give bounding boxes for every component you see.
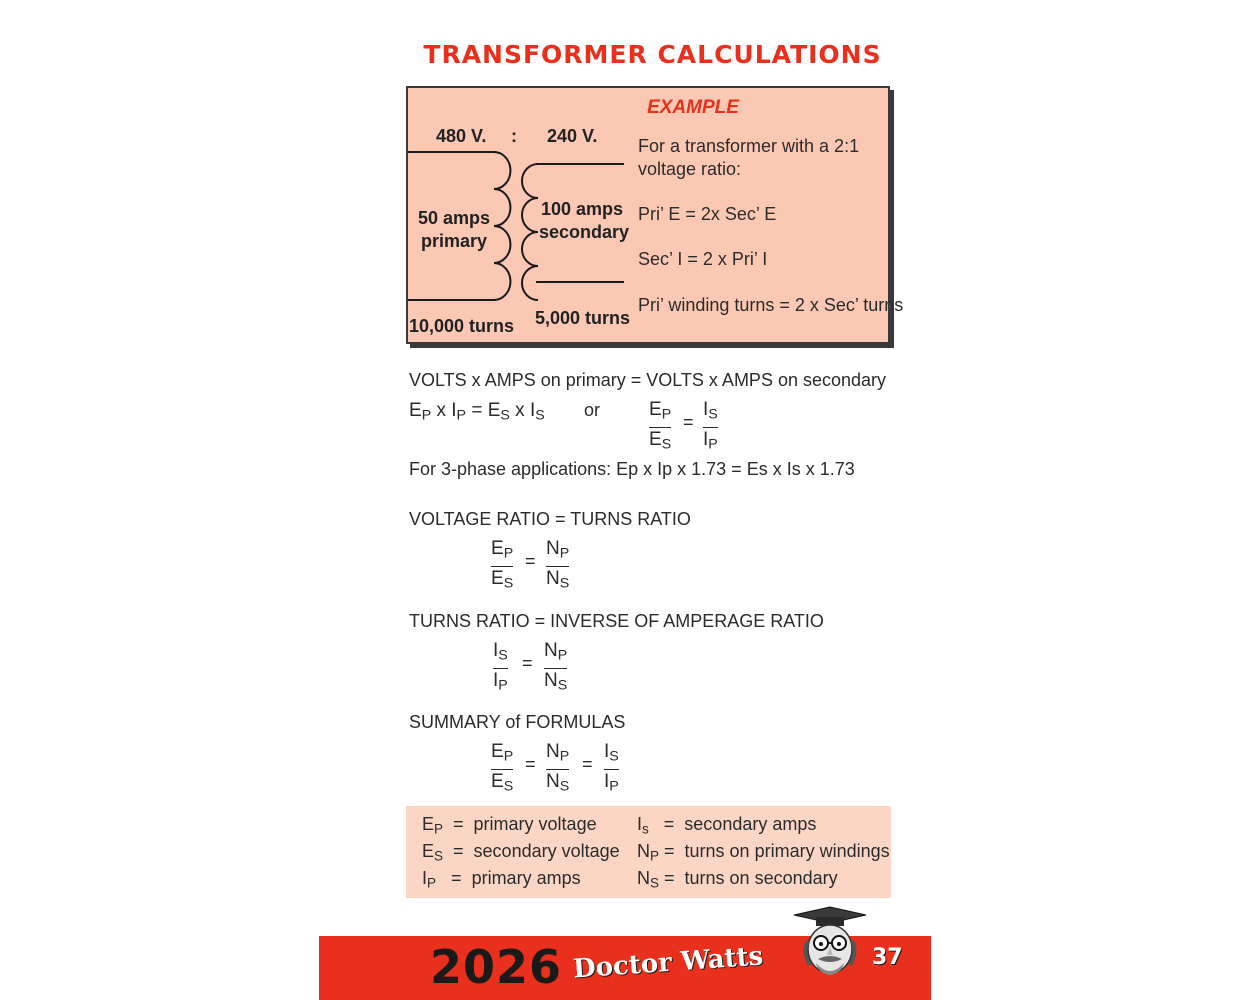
example-description-line1: For a transformer with a 2:1 [638, 136, 860, 156]
fraction-is-ip: $I_S$ $I_P$ [703, 399, 718, 453]
fraction-ep-es-3: $E_P$ $E_S$ [491, 741, 514, 795]
legend-is: $I_s$ = secondary amps [637, 814, 817, 837]
fraction-is-ip-3: $I_S$ $I_P$ [604, 741, 619, 795]
ratio-colon: : [511, 126, 517, 146]
primary-voltage-label: 480 V. [436, 126, 487, 146]
legend-ep: $E_P$ = primary voltage [422, 814, 597, 837]
summary-heading: SUMMARY of FORMULAS [409, 712, 626, 732]
equals-sign: = [582, 754, 593, 774]
primary-turns-label: 10,000 turns [409, 316, 515, 336]
page-title: TRANSFORMER CALCULATIONS [423, 40, 882, 69]
equals-sign: = [522, 653, 533, 673]
primary-coil [494, 152, 510, 300]
primary-label: primary [421, 231, 488, 251]
primary-amps-label: 50 amps [418, 208, 491, 228]
doctor-mascot-icon [790, 905, 870, 977]
footer-brand: Doctor Watts [572, 941, 765, 985]
equals-sign: = [525, 754, 536, 774]
equals-sign: = [525, 551, 536, 571]
example-description-line2: voltage ratio: [638, 159, 742, 179]
legend-es: $E_S$ = secondary voltage [422, 841, 620, 864]
voltage-rule: Pri’ E = 2x Sec’ E [638, 204, 777, 224]
fraction-ep-es-2: $E_P$ $E_S$ [491, 538, 514, 592]
secondary-label: secondary [539, 222, 630, 242]
fraction-ep-es: $E_P$ $E_S$ [649, 399, 672, 453]
example-heading: EXAMPLE [647, 97, 739, 118]
secondary-turns-label: 5,000 turns [535, 308, 631, 328]
legend-ns: $N_S$ = turns on secondary [637, 868, 838, 891]
legend-ip: $I_P$ = primary amps [422, 868, 581, 891]
equals-sign: = [683, 412, 694, 432]
three-phase-formula: For 3-phase applications: Ep x Ip x 1.73 = Es x Is x 1.73 [409, 459, 855, 479]
power-heading: VOLTS x AMPS on primary = VOLTS x AMPS on secondary [409, 370, 887, 390]
fraction-np-ns: $N_P$ $N_S$ [546, 538, 570, 592]
turns-ratio-heading: TURNS RATIO = INVERSE OF AMPERAGE RATIO [409, 611, 824, 631]
or-label: or [584, 400, 601, 420]
fraction-is-ip-2: $I_S$ $I_P$ [493, 640, 508, 694]
footer-year: 2026 [430, 940, 563, 994]
fraction-np-ns-3: $N_P$ $N_S$ [546, 741, 570, 795]
secondary-amps-label: 100 amps [541, 199, 624, 219]
voltage-ratio-heading: VOLTAGE RATIO = TURNS RATIO [409, 509, 691, 529]
legend-np: $N_P$ = turns on primary windings [637, 841, 890, 864]
page-number: 37 [872, 945, 903, 970]
power-equation: $E_P$ x $I_P = E_S$ x $I_S$ [409, 400, 545, 424]
secondary-coil [522, 164, 538, 300]
secondary-voltage-label: 240 V. [547, 126, 598, 146]
fraction-np-ns-2: $N_P$ $N_S$ [544, 640, 568, 694]
turns-rule: Pri’ winding turns = 2 x Sec’ turns [638, 295, 904, 315]
current-rule: Sec’ I = 2 x Pri’ I [638, 249, 768, 269]
